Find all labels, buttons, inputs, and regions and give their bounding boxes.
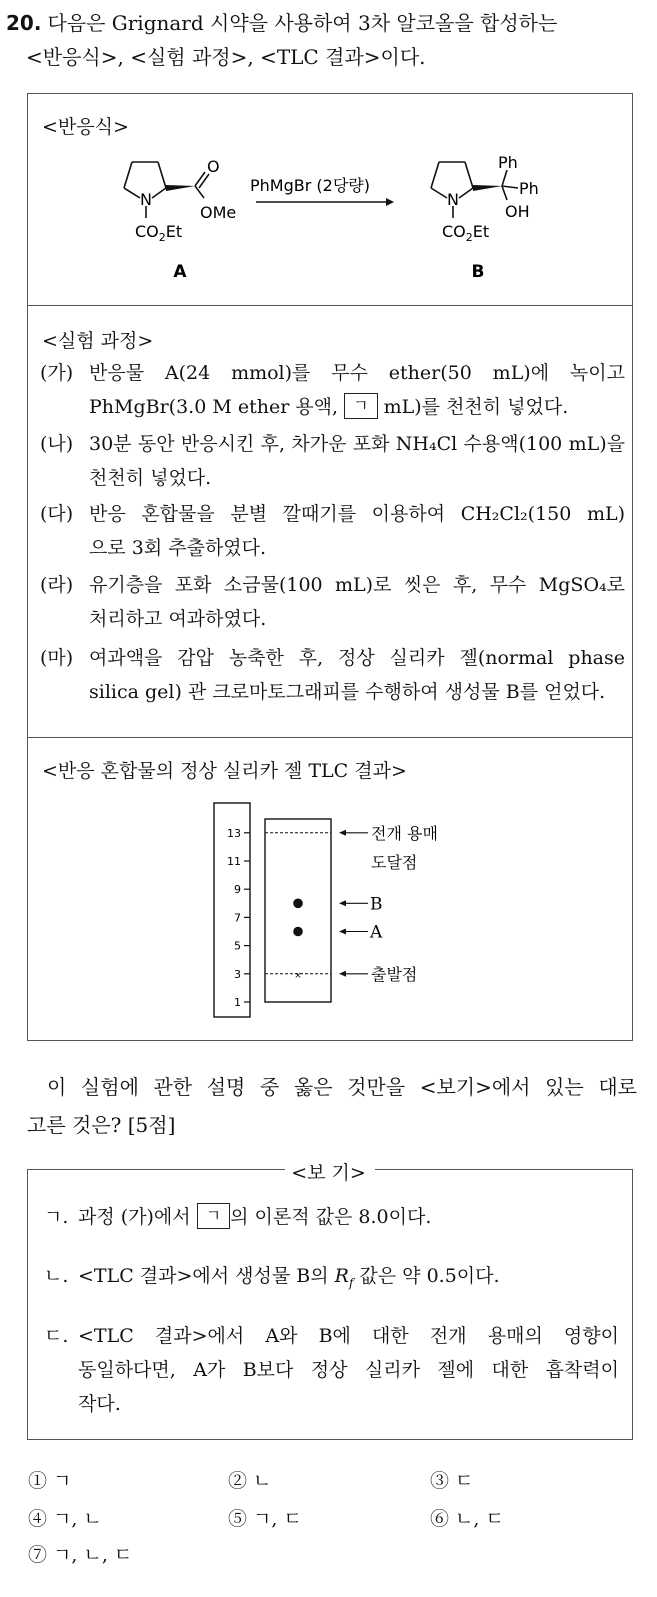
reagent-label: PhMgBr (2당량) (250, 176, 370, 195)
choice-5[interactable]: ⑤ ㄱ, ㄷ (228, 1508, 302, 1530)
reaction-title: <반응식> (42, 116, 129, 138)
reaction-section (28, 94, 632, 306)
blank-box: ㄱ (197, 1203, 230, 1229)
step-label: (마) (40, 647, 74, 669)
step-line: 30분 동안 반응시킨 후, 차가운 포화 NH₄Cl 수용액(100 mL)을 (89, 433, 625, 455)
atom-N-A: N (140, 190, 152, 209)
step-label: (다) (40, 503, 74, 525)
spot-label-A: A (370, 922, 383, 943)
origin-arrow-head (339, 971, 346, 977)
origin-mark: × (294, 970, 302, 981)
product-label: B (471, 262, 485, 282)
choice-2[interactable]: ② ㄴ (228, 1470, 272, 1492)
step-line: 반응물 A(24 mmol)를 무수 ether(50 mL)에 녹이고 (89, 362, 625, 384)
item-text: <TLC 결과>에서 A와 B에 대한 전개 용매의 영향이 (78, 1325, 619, 1347)
reactant-label: A (173, 262, 187, 282)
spot-arrow-A-head (339, 929, 346, 935)
item-text: 동일하다면, A가 B보다 정상 실리카 젤에 대한 흡착력이 (78, 1359, 619, 1381)
tlc-title: <반응 혼합물의 정상 실리카 젤 TLC 결과> (42, 760, 407, 782)
question-text-1: 다음은 Grignard 시약을 사용하여 3차 알코올을 합성하는 (47, 11, 558, 35)
question-stem (27, 1068, 637, 1144)
item-text: 작다. (78, 1393, 121, 1415)
step-label: (가) (40, 362, 74, 384)
solvent-front-label: 도달점 (371, 852, 418, 872)
bogi-item-giyeok (44, 1200, 619, 1234)
wedge-bond-B (473, 185, 502, 191)
stem-line-1: 이 실험에 관한 설명 중 옳은 것만을 <보기>에서 있는 대로 (47, 1075, 637, 1099)
choice-1[interactable]: ① ㄱ (28, 1470, 72, 1492)
solvent-front-label: 전개 용매 (371, 823, 438, 843)
question-header (6, 6, 646, 74)
tlc-section (28, 738, 632, 1040)
question-panel (27, 93, 633, 1041)
spot-arrow-B-head (339, 900, 346, 906)
choice-6[interactable]: ⑥ ㄴ, ㄷ (430, 1508, 504, 1530)
ruler-tick-label: 7 (234, 911, 241, 925)
choice-4[interactable]: ④ ㄱ, ㄴ (28, 1508, 102, 1530)
atom-OH-B: OH (505, 202, 530, 221)
bogi-item-nieun (44, 1259, 619, 1300)
rf-symbol: R (334, 1265, 349, 1287)
ruler-tick-label: 11 (227, 855, 241, 868)
item-text: <TLC 결과>에서 생성물 B의 $R_f$ 값은 약 0.5이다. (78, 1265, 500, 1290)
wedge-bond-A (166, 185, 195, 191)
solvent-front-arrow-head (339, 830, 346, 836)
tlc-diagram (28, 738, 632, 1038)
step-label: (라) (40, 574, 74, 596)
step-line: 천천히 넣었다. (89, 467, 212, 489)
spot-label-B: B (370, 894, 383, 915)
choice-3[interactable]: ③ ㄷ (430, 1470, 474, 1492)
atom-Ph-top-B: Ph (498, 153, 518, 172)
step-line: 여과액을 감압 농축한 후, 정상 실리카 젤(normal phase (89, 647, 625, 669)
ester-group-A: $CO_2Et$ (135, 222, 183, 244)
step-line: silica gel) 관 크로마토그래피를 수행하여 생성물 B를 얻었다. (89, 681, 606, 703)
reaction-arrow-head (386, 198, 394, 206)
procedure-step-ma (40, 641, 625, 709)
ruler-tick-label: 1 (234, 996, 241, 1009)
ruler-tick-label: 5 (234, 939, 241, 953)
blank-box: ㄱ (344, 393, 377, 419)
question-number: 20. (6, 11, 42, 35)
procedure-section (28, 306, 632, 738)
procedure-step-ra (40, 568, 625, 636)
atom-Ph-right-B: Ph (519, 179, 539, 198)
tlc-spot-B (293, 899, 303, 909)
stem-line-2: 고른 것은? [5점] (27, 1113, 176, 1137)
choice-7[interactable]: ⑦ ㄱ, ㄴ, ㄷ (28, 1544, 133, 1566)
question-line-1 (6, 6, 646, 40)
atom-O-A: O (207, 157, 220, 176)
question-text-2: <반응식>, <실험 과정>, <TLC 결과>이다. (26, 45, 426, 69)
atom-N-B: N (447, 190, 459, 209)
tlc-spot-A (293, 927, 303, 937)
item-label: ㄷ. (44, 1325, 69, 1347)
bogi-item-digeut (44, 1319, 619, 1421)
ruler-tick-label: 13 (227, 826, 241, 840)
ester-group-B: $CO_2Et$ (442, 222, 490, 244)
origin-label: 출발점 (371, 964, 418, 984)
procedure-step-da (40, 497, 625, 565)
bogi-title: <보 기> (0, 1158, 657, 1185)
procedure-title: <실험 과정> (42, 330, 154, 352)
procedure-step-ga (40, 356, 625, 424)
procedure-step-na (40, 427, 625, 495)
reaction-scheme (28, 94, 632, 306)
item-text: 과정 (가)에서 ㄱ 의 이론적 값은 8.0이다. (78, 1200, 619, 1234)
ruler-tick-label: 9 (234, 883, 241, 897)
step-line: 반응 혼합물을 분별 깔때기를 이용하여 CH₂Cl₂(150 mL) (89, 503, 625, 525)
ruler-tick-label: 3 (234, 967, 241, 981)
step-line: 유기층을 포화 소금물(100 mL)로 씻은 후, 무수 MgSO₄로 (89, 574, 625, 596)
step-line: 으로 3회 추출하였다. (89, 537, 267, 559)
step-line: 처리하고 여과하였다. (89, 608, 267, 630)
item-label: ㄱ. (44, 1206, 69, 1228)
step-line: PhMgBr(3.0 M ether 용액, ㄱ mL)를 천천히 넣었다. (89, 390, 625, 424)
step-label: (나) (40, 433, 74, 455)
item-label: ㄴ. (44, 1265, 69, 1287)
atom-OMe-A: OMe (200, 203, 237, 222)
